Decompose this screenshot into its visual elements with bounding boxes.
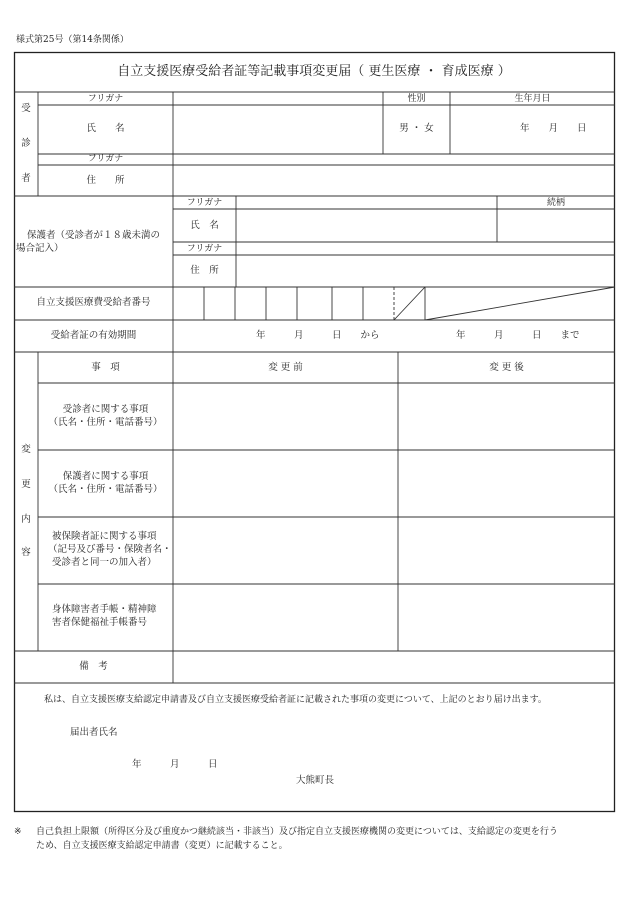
row-insurance-line1: 被保険者証に関する事項 — [52, 531, 157, 542]
row-handbook-line1: 身体障害者手帳・精神障 — [52, 604, 157, 615]
changes-label-3: 内 — [21, 514, 31, 525]
note-line1: 自己負担上限額（所得区分及び重度かつ継続該当・非該当）及び指定自立支援医療機関の変更については、支給認定の変更を行う — [36, 827, 558, 837]
guardian-name-label: 氏 名 — [190, 220, 219, 231]
validity-from[interactable]: 年 月 日 から — [256, 330, 380, 341]
gender-label: 性別 — [407, 94, 426, 104]
note-mark: ※ — [14, 827, 22, 837]
recipient-number-label: 自立支援医療費受給者番号 — [36, 297, 151, 308]
guardian-furigana-label: フリガナ — [186, 198, 223, 208]
row-insurance-line2: （記号及び番号・保険者名・ — [48, 544, 172, 555]
form-number: 様式第25号（第14条関係） — [16, 35, 129, 45]
changes-label-2: 更 — [21, 479, 31, 490]
row-guardian-line1: 保護者に関する事項 — [62, 471, 149, 482]
note-line2: ため、自立支援医療支給認定申請書（変更）に記載すること。 — [36, 841, 288, 851]
submitter-name-field[interactable] — [130, 722, 380, 742]
form-title: 自立支援医療受給者証等記載事項変更届（ 更生医療 ・ 育成医療 ） — [117, 64, 511, 79]
gender-options[interactable]: 男 ・ 女 — [399, 123, 434, 134]
patient-address-field[interactable] — [174, 166, 614, 195]
declaration-text: 私は、自立支援医療支給認定申請書及び自立支援医療受給者証に記載された事項の変更について、上記のとおり届け出ます。 — [44, 695, 547, 705]
guardian-name-field[interactable] — [237, 210, 496, 241]
guardian-address-field[interactable] — [237, 256, 614, 286]
birthdate-field[interactable]: 年 月 日 — [520, 123, 587, 134]
patient-address-label: 住 所 — [86, 175, 125, 186]
birthdate-label: 生年月日 — [514, 94, 551, 104]
row-guardian-before[interactable] — [174, 451, 397, 516]
guardian-address-label: 住 所 — [190, 265, 219, 276]
patient-label-1: 受 — [21, 103, 31, 114]
changes-label-1: 変 — [21, 444, 31, 455]
submission-date[interactable]: 年 月 日 — [132, 759, 218, 770]
row-guardian-line2: （氏名・住所・電話番号） — [48, 484, 163, 495]
remarks-label: 備 考 — [79, 661, 108, 672]
submitter-label: 届出者氏名 — [70, 727, 118, 738]
guardian-label-line1: 保護者（受診者が１８歳未満の — [27, 230, 161, 241]
recipient-office: 大熊町長 — [296, 775, 335, 786]
patient-label-2: 診 — [21, 138, 31, 149]
row-patient-before[interactable] — [174, 384, 397, 449]
recipient-number-field[interactable] — [174, 288, 394, 319]
row-insurance-after[interactable] — [399, 518, 614, 583]
changes-label-4: 容 — [21, 547, 31, 558]
header-after: 変 更 後 — [489, 362, 524, 373]
relationship-label: 続柄 — [546, 198, 565, 208]
row-handbook-after[interactable] — [399, 585, 614, 650]
patient-label-3: 者 — [21, 173, 31, 184]
guardian-label-line2: 場合記入） — [16, 243, 64, 254]
guardian-furigana2-label: フリガナ — [186, 244, 223, 254]
patient-furigana2-label: フリガナ — [87, 154, 124, 164]
row-patient-line1: 受診者に関する事項 — [62, 404, 149, 415]
remarks-field[interactable] — [174, 652, 614, 682]
row-handbook-line2: 害者保健福祉手帳番号 — [52, 617, 148, 628]
patient-name-label: 氏 名 — [86, 123, 125, 134]
row-insurance-line3: 受診者と同一の加入者） — [52, 557, 157, 568]
patient-name-field[interactable] — [174, 106, 382, 153]
row-insurance-before[interactable] — [174, 518, 397, 583]
row-guardian-after[interactable] — [399, 451, 614, 516]
header-item: 事 項 — [91, 362, 120, 373]
validity-to[interactable]: 年 月 日 まで — [456, 330, 580, 341]
header-before: 変 更 前 — [268, 362, 303, 373]
row-patient-after[interactable] — [399, 384, 614, 449]
validity-label: 受給者証の有効期間 — [50, 330, 137, 341]
relationship-field[interactable] — [498, 210, 614, 241]
row-handbook-before[interactable] — [174, 585, 397, 650]
patient-furigana-label: フリガナ — [87, 94, 124, 104]
row-patient-line2: （氏名・住所・電話番号） — [48, 417, 163, 428]
